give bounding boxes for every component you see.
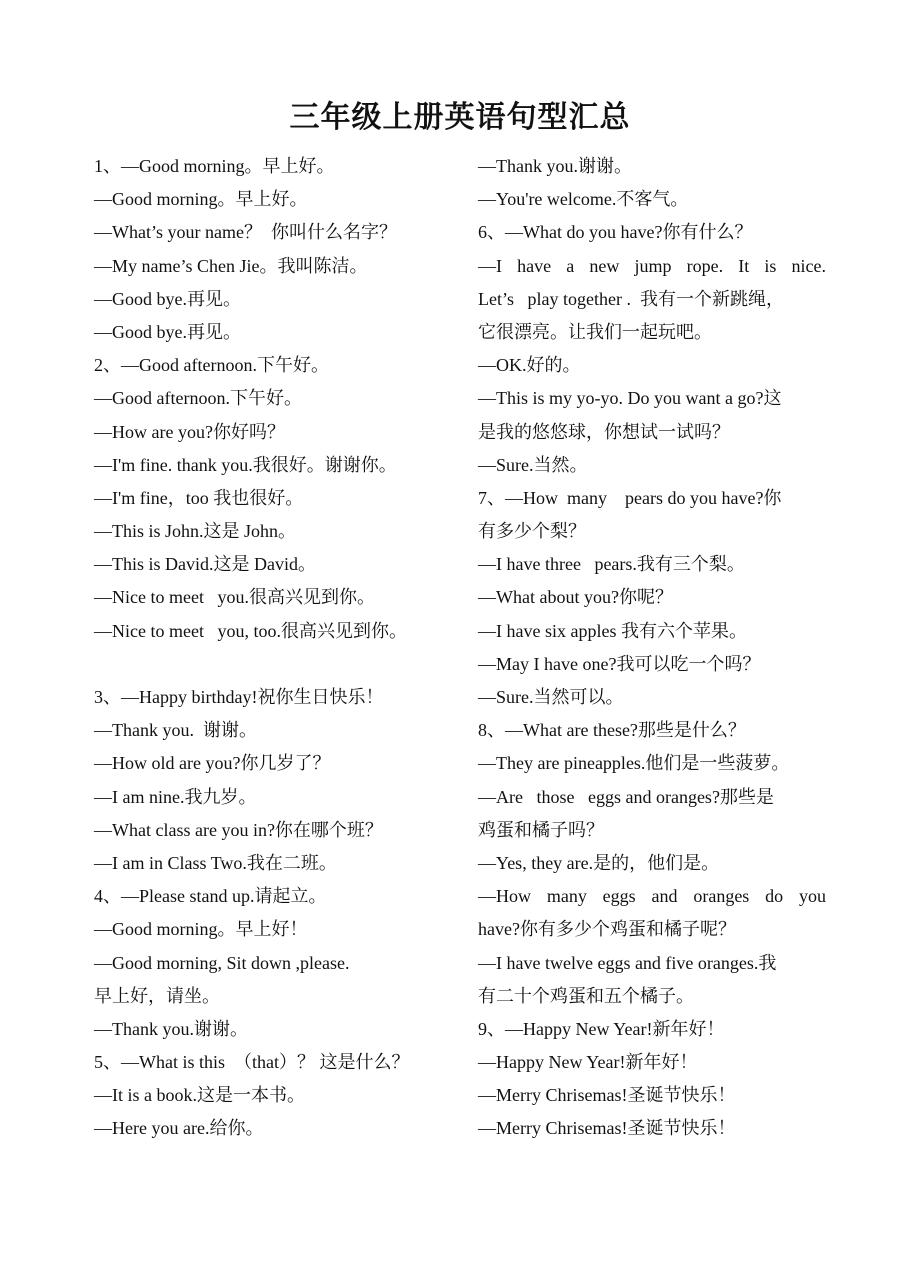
sentence-line: 8、—What are these?那些是什么？ (478, 720, 746, 741)
sentence-line: have?你有多少个鸡蛋和橘子呢？ (478, 919, 736, 940)
blank-line (94, 648, 464, 681)
sentence-line: —I am in Class Two.我在二班。 (94, 852, 337, 873)
sentence-line: —Good morning。早上好！ (94, 919, 308, 940)
sentence-line: 4、—Please stand up.请起立。 (94, 886, 327, 907)
sentence-line: —I have three pears.我有三个梨。 (478, 554, 745, 575)
sentence-line: 有多少个梨？ (478, 521, 586, 542)
sentence-line: 2、—Good afternoon.下午好。 (94, 355, 329, 376)
sentence-line: —Nice to meet you.很高兴见到你。 (94, 587, 375, 608)
sentence-line: —Are those eggs and oranges?那些是 (478, 786, 774, 807)
sentence-line: 是我的悠悠球，你想试一试吗？ (478, 421, 730, 442)
sentence-line: 1、—Good morning。早上好。 (94, 156, 335, 176)
sentence-line: —Merry Chrisemas!圣诞节快乐！ (478, 1085, 736, 1106)
sentence-line: —OK.好的。 (478, 355, 581, 376)
sentence-line: —Good morning。早上好。 (94, 189, 308, 210)
sentence-line: —Good afternoon.下午好。 (94, 388, 302, 409)
sentence-line: —How are you?你好吗？ (94, 421, 285, 442)
sentence-line: —It is a book.这是一本书。 (94, 1085, 305, 1106)
sentence-line: 9、—Happy New Year!新年好！ (478, 1018, 725, 1039)
sentence-line: —What’s your name？ 你叫什么名字？ (94, 222, 397, 243)
sentence-line: —Sure.当然可以。 (478, 687, 624, 707)
sentence-line: —Thank you. 谢谢。 (94, 720, 257, 741)
sentence-line: —This is my yo-yo. Do you want a go?这 (478, 388, 782, 409)
sentence-line: —What class are you in?你在哪个班？ (94, 819, 383, 840)
sentence-line: —This is John.这是 John。 (94, 521, 297, 542)
sentence-line: —How many eggs and oranges do you (478, 886, 826, 907)
sentence-line: —They are pineapples.他们是一些菠萝。 (478, 753, 790, 774)
sentence-line: —Good bye.再见。 (94, 288, 241, 309)
sentence-line: —Here you are.给你。 (94, 1118, 264, 1139)
sentence-line: —Happy New Year!新年好！ (478, 1052, 698, 1073)
sentence-line: —I have six apples 我有六个苹果。 (478, 620, 747, 641)
sentence-line: —I have twelve eggs and five oranges.我 (478, 952, 777, 973)
sentence-line: —You're welcome.不客气。 (478, 189, 689, 210)
sentence-line: 7、—How many pears do you have?你 (478, 487, 782, 508)
sentence-line: —Thank you.谢谢。 (478, 156, 632, 176)
sentence-line: 3、—Happy birthday!祝你生日快乐！ (94, 687, 384, 707)
sentence-line: 早上好，请坐。 (94, 985, 220, 1006)
right-column (478, 150, 826, 1146)
sentence-line: —Thank you.谢谢。 (94, 1018, 248, 1039)
sentence-line: —Yes, they are.是的，他们是。 (478, 852, 720, 873)
sentence-line: —Good bye.再见。 (94, 321, 241, 342)
left-column (94, 150, 464, 1146)
sentence-line: —I have a new jump rope. It is nice. (478, 255, 826, 276)
sentence-line: —I'm fine，too 我也很好。 (94, 487, 304, 508)
sentence-line: 鸡蛋和橘子吗？ (478, 819, 604, 840)
sentence-line: —I'm fine. thank you.我很好。谢谢你。 (94, 454, 397, 475)
sentence-line: —What about you?你呢？ (478, 587, 673, 608)
sentence-line: 5、—What is this （that）？ 这是什么？ (94, 1052, 410, 1073)
sentence-line: 6、—What do you have?你有什么？ (478, 222, 753, 243)
sentence-line: —Nice to meet you, too.很高兴见到你。 (94, 620, 407, 641)
sentence-line: —Sure.当然。 (478, 454, 588, 475)
sentence-line: —Good morning, Sit down ,please. (94, 952, 350, 973)
sentence-line: Let’s play together . 我有一个新跳绳， (478, 288, 784, 309)
sentence-line: —This is David.这是 David。 (94, 554, 316, 575)
sentence-line: 有二十个鸡蛋和五个橘子。 (478, 985, 694, 1006)
sentence-line: —My name’s Chen Jie。我叫陈洁。 (94, 255, 368, 276)
sentence-line: —May I have one?我可以吃一个吗？ (478, 653, 761, 674)
sentence-line: —I am nine.我九岁。 (94, 786, 257, 807)
sentence-line: —Merry Chrisemas!圣诞节快乐！ (478, 1118, 736, 1139)
document-title: 三年级上册英语句型汇总 (289, 101, 631, 134)
sentence-line: —How old are you?你几岁了？ (94, 753, 331, 774)
sentence-line: 它很漂亮。让我们一起玩吧。 (478, 321, 712, 342)
